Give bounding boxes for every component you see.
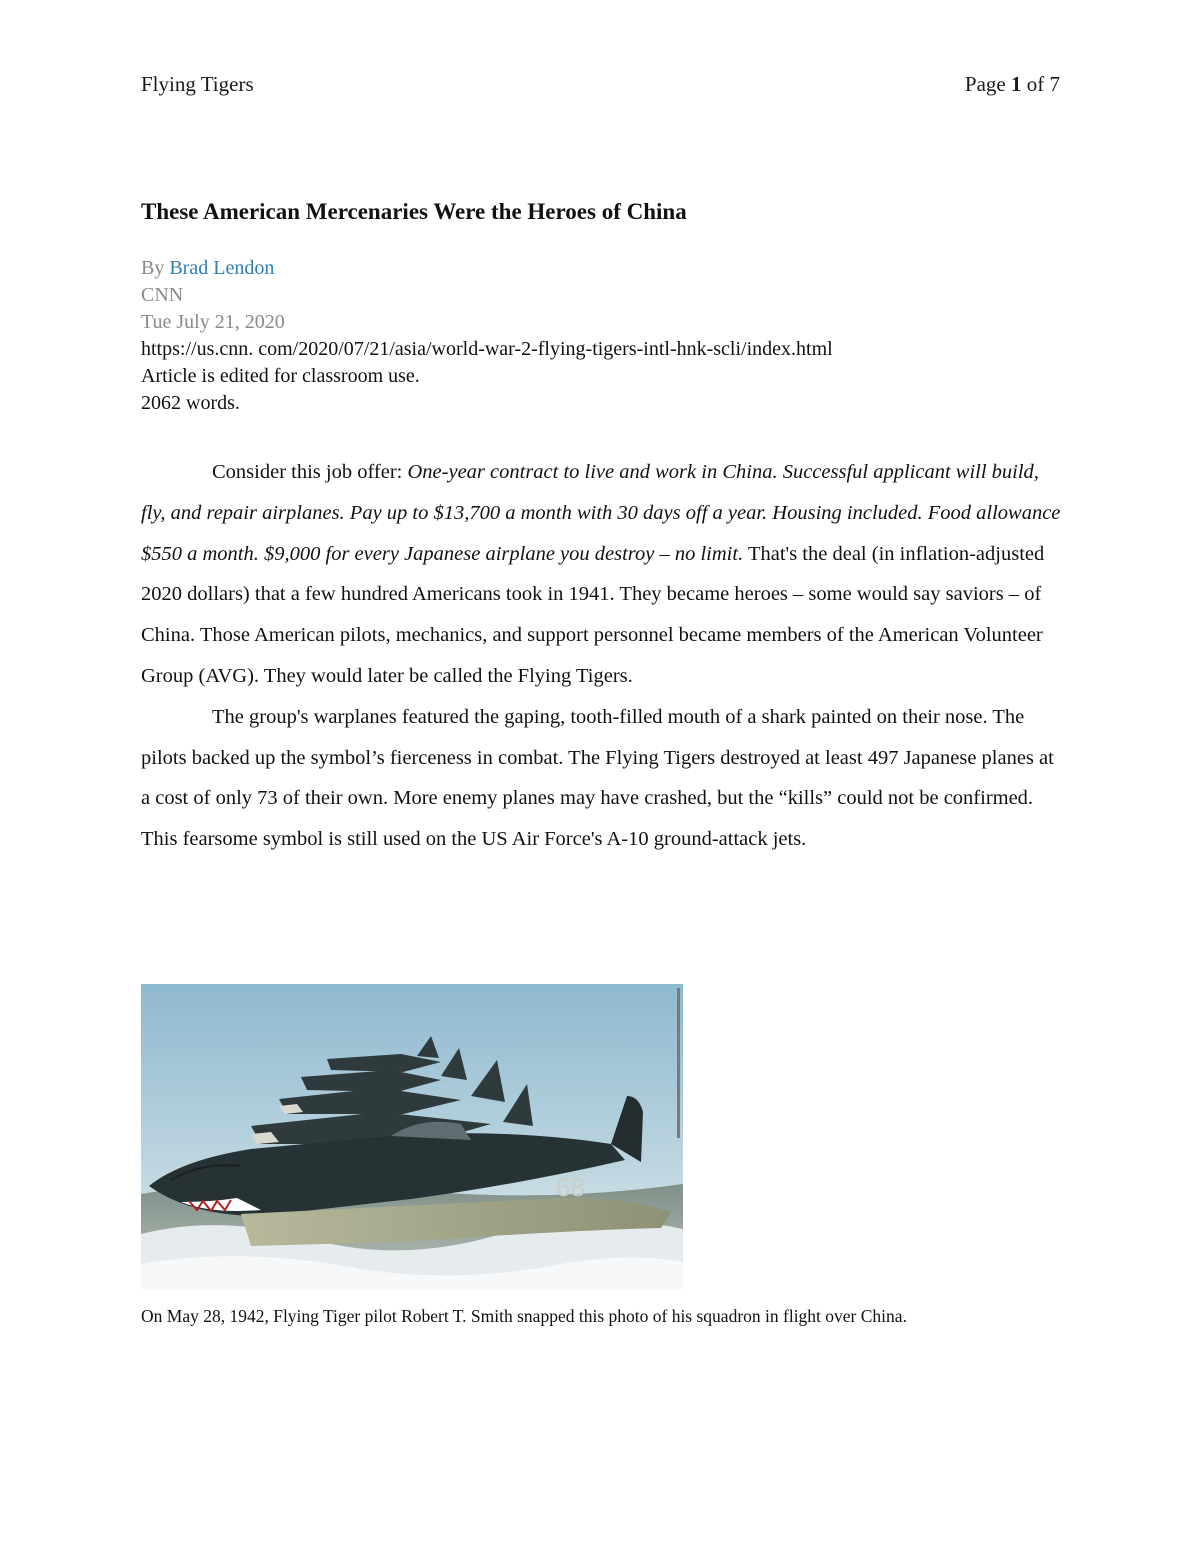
job-offer-text: One-year contract to live and work in China. Successful applicant will build, fly, and repair airplanes. Pay up to $13,700 a month with 30 days off a year. Housing included. Food allowance $550 a month. $9,000 for every Japanese airplane you destroy – no limit. [141,461,1061,565]
article-meta [141,255,833,417]
page-total: 7 [1049,72,1060,96]
article-title: These American Mercenaries Were the Heroes of China [141,199,687,224]
article-body [141,452,1061,860]
squadron-photo [141,984,683,1289]
paragraph-1-lead: Consider this job offer: [212,461,408,483]
edit-note: Article is edited for classroom use. [141,365,420,387]
page-indicator [965,72,1060,97]
word-count: 2062 words. [141,392,240,414]
publish-date: Tue July 21, 2020 [141,311,285,333]
photo-caption: On May 28, 1942, Flying Tiger pilot Robert T. Smith snapped this photo of his squadron in flight over China. [141,1306,907,1326]
of-word: of [1026,72,1045,96]
source-name: CNN [141,284,184,306]
running-header-title: Flying Tigers [141,72,254,96]
page-number: 1 [1011,72,1022,96]
paragraph-1-rest: That's the deal (in inflation-adjusted 2020 dollars) that a few hundred Americans took in 1941. They became heroes – some would say saviors – of China. Those American pilots, mechanics, and support personnel became members of the American Volunteer Group (AVG). They would later be called the Flying Tigers. [141,542,1045,687]
paragraph-2: The group's warplanes featured the gaping, tooth-filled mouth of a shark painted on their nose. The pilots backed up the symbol’s fierceness in combat. The Flying Tigers destroyed at least 497 Japanese planes at a cost of only 73 of their own. More enemy planes may have crashed, but the “kills” could not be confirmed. This fearsome symbol is still used on the US Air Force's A-10 ground-attack jets. [141,705,1054,851]
author-link[interactable]: Brad Lendon [169,257,275,279]
squadron-photo-illustration [141,984,683,1289]
page-word: Page [964,72,1006,96]
byline [141,255,833,282]
plane-number-label: 68 [556,1172,585,1202]
by-word: By [141,257,165,279]
paragraph-1 [141,452,1061,697]
article-url: https://us.cnn. com/2020/07/21/asia/world-war-2-flying-tigers-intl-hnk-scli/index.html [141,338,833,360]
